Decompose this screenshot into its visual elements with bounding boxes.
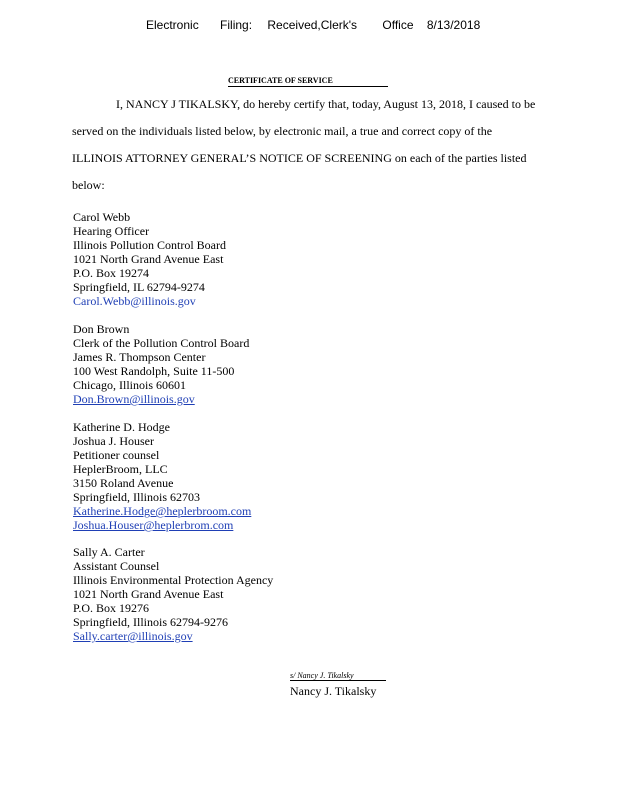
recipient-city: Springfield, Illinois 62703 [73, 490, 200, 504]
header-received: Received,Clerk's [267, 18, 358, 32]
recipient-block [73, 210, 226, 308]
recipient-email-link[interactable]: Don.Brown@illinois.gov [73, 392, 195, 406]
body-line-4: below: [72, 178, 105, 192]
page-title: CERTIFICATE OF SERVICE [228, 76, 388, 87]
recipient-name: Joshua J. Houser [73, 434, 154, 448]
recipient-city: Chicago, Illinois 60601 [73, 378, 186, 392]
recipient-title: Hearing Officer [73, 224, 150, 238]
signer-name: Nancy J. Tikalsky [290, 684, 377, 698]
recipient-title: Petitioner counsel [73, 448, 160, 462]
recipient-block [73, 420, 251, 532]
body-line-3: ILLINOIS ATTORNEY GENERAL’S NOTICE OF SCREENING on each of the parties listed [72, 151, 527, 165]
recipient-address: 3150 Roland Avenue [73, 476, 174, 490]
recipient-address: 1021 North Grand Avenue East [73, 252, 224, 266]
recipient-address: 1021 North Grand Avenue East [73, 587, 224, 601]
recipient-org: Illinois Pollution Control Board [73, 238, 227, 252]
recipient-org: Illinois Environmental Protection Agency [73, 573, 274, 587]
recipient-city: Springfield, Illinois 62794-9276 [73, 615, 228, 629]
recipient-email-link[interactable]: Carol.Webb@illinois.gov [73, 294, 196, 308]
recipient-po-box: P.O. Box 19274 [73, 266, 150, 280]
body-line-2: served on the individuals listed below, by electronic mail, a true and correct copy of the [72, 124, 493, 138]
recipient-name: Katherine D. Hodge [73, 420, 170, 434]
header-electronic: Electronic [146, 18, 199, 32]
recipient-title: Clerk of the Pollution Control Board [73, 336, 250, 350]
recipient-org: HeplerBroom, LLC [73, 462, 168, 476]
header-filing: Filing: [220, 18, 253, 32]
recipient-name: Don Brown [73, 322, 130, 336]
recipient-title: Assistant Counsel [73, 559, 160, 573]
recipient-name: Sally A. Carter [73, 545, 145, 559]
body-line-1: I, NANCY J TIKALSKY, do hereby certify that, today, August 13, 2018, I caused to be [116, 97, 536, 111]
recipient-email-link[interactable]: Katherine.Hodge@heplerbroom.com [73, 504, 252, 518]
recipient-address: 100 West Randolph, Suite 11-500 [73, 364, 235, 378]
recipient-org: James R. Thompson Center [73, 350, 206, 364]
recipient-email-link[interactable]: Sally.carter@illinois.gov [73, 629, 193, 643]
header-office: Office [382, 18, 414, 32]
recipient-name: Carol Webb [73, 210, 131, 224]
recipient-po-box: P.O. Box 19276 [73, 601, 150, 615]
filing-header [146, 18, 481, 32]
signature-line: s/ Nancy J. Tikalsky [290, 671, 386, 681]
header-date: 8/13/2018 [426, 18, 481, 32]
recipient-block [73, 322, 249, 406]
recipient-block [73, 545, 273, 643]
recipient-city: Springfield, IL 62794-9274 [73, 280, 205, 294]
recipient-email-link[interactable]: Joshua.Houser@heplerbrom.com [73, 518, 234, 532]
